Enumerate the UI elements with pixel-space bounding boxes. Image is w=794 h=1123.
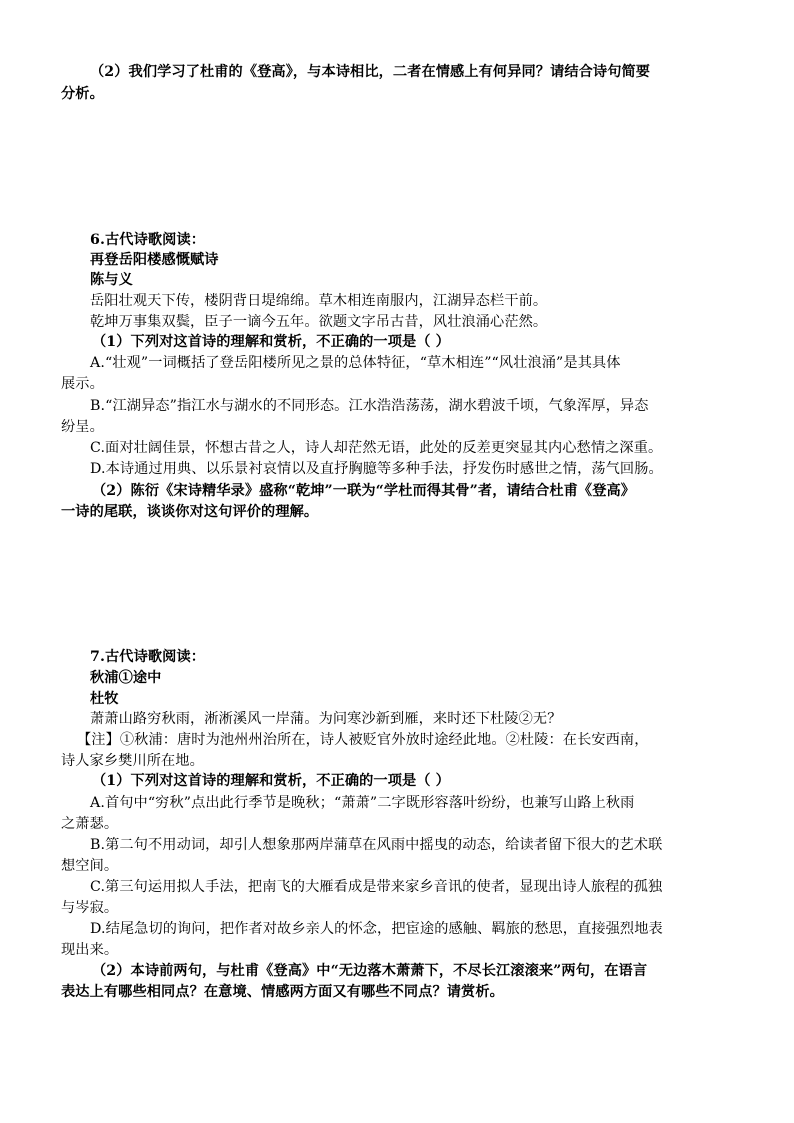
q7-question-1: （1）下列对这首诗的理解和赏析，不正确的一项是（ ） [92, 773, 450, 789]
q6-option-a-line-1: A.“壮观”一词概括了登岳阳楼所见之景的总体特征，“草木相连”“风壮浪涌”是其具体 [90, 355, 621, 371]
q6-poem-title: 再登岳阳楼感慨赋诗 [90, 252, 219, 268]
q5-2-line-1: （2）我们学习了杜甫的《登高》，与本诗相比，二者在情感上有何异同？请结合诗句简要 [90, 64, 651, 80]
q6-option-b-line-1: B.“江湖异态”指江水与湖水的不同形态。江水浩浩荡荡，湖水碧波千顷，气象浑厚，异态 [90, 398, 649, 414]
q6-option-d: D.本诗通过用典、以乐景衬哀情以及直抒胸臆等多种手法，抒发伤时感世之情，荡气回肠。 [90, 461, 663, 477]
q7-question-2-line-2: 表达上有哪些相同点？在意境、情感两方面又有哪些不同点？请赏析。 [61, 984, 504, 1000]
q7-note-line-1: 【注】①秋浦：唐时为池州州治所在，诗人被贬官外放时途经此地。②杜陵：在长安西南， [77, 732, 649, 748]
q7-poem-title: 秋浦①途中 [90, 670, 162, 686]
q6-option-a-line-2: 展示。 [61, 376, 104, 392]
q6-question-2-line-1: （2）陈衍《宋诗精华录》盛称“乾坤”一联为“学杜而得其骨”者，请结合杜甫《登高》 [92, 483, 636, 499]
q7-option-d-line-2: 现出来。 [61, 942, 119, 958]
q7-option-b-line-1: B.第二句不用动词，却引人想象那两岸蒲草在风雨中摇曳的动态，给读者留下很大的艺术联 [90, 837, 663, 853]
q7-question-2-line-1: （2）本诗前两句，与杜甫《登高》中“无边落木萧萧下，不尽长江滚滚来”两句，在语言 [92, 963, 648, 979]
q7-heading: 7.古代诗歌阅读： [90, 649, 206, 665]
q6-option-b-line-2: 纷呈。 [61, 419, 104, 435]
q7-option-b-line-2: 想空间。 [61, 858, 119, 874]
q6-author: 陈与义 [90, 272, 133, 288]
q7-author: 杜牧 [90, 691, 119, 707]
q7-note-line-2: 诗人家乡樊川所在地。 [61, 753, 204, 769]
q7-poem-line: 萧萧山路穷秋雨，淅淅溪风一岸蒲。为问寒沙新到雁，来时还下杜陵②无？ [90, 711, 562, 727]
q7-option-c-line-1: C.第三句运用拟人手法，把南飞的大雁看成是带来家乡音讯的使者，显现出诗人旅程的孤独 [90, 879, 663, 895]
q6-question-1: （1）下列对这首诗的理解和赏析，不正确的一项是（ ） [92, 334, 450, 350]
q7-option-a-line-1: A.首句中“穷秋”点出此行季节是晚秋；“萧萧”二字既形容落叶纷纷，也兼写山路上秋雨 [90, 795, 635, 811]
q6-poem-line-1: 岳阳壮观天下传，楼阴背日堤绵绵。草木相连南服内，江湖异态栏干前。 [90, 293, 548, 309]
q6-heading: 6.古代诗歌阅读： [90, 232, 206, 248]
q7-option-d-line-1: D.结尾急切的询问，把作者对故乡亲人的怀念，把宦途的感触、羁旅的愁思，直接强烈地表 [90, 921, 663, 937]
q6-poem-line-2: 乾坤万事集双鬓，臣子一谪今五年。欲题文字吊古昔，风壮浪涌心茫然。 [90, 314, 548, 330]
q5-2-line-2: 分析。 [61, 86, 104, 102]
q6-option-c: C.面对壮阔佳景，怀想古昔之人，诗人却茫然无语，此处的反差更突显其内心愁情之深重。 [90, 440, 663, 456]
q7-option-a-line-2: 之萧瑟。 [61, 816, 119, 832]
q7-option-c-line-2: 与岑寂。 [61, 900, 119, 916]
q6-question-2-line-2: 一诗的尾联，谈谈你对这句评价的理解。 [61, 504, 319, 520]
